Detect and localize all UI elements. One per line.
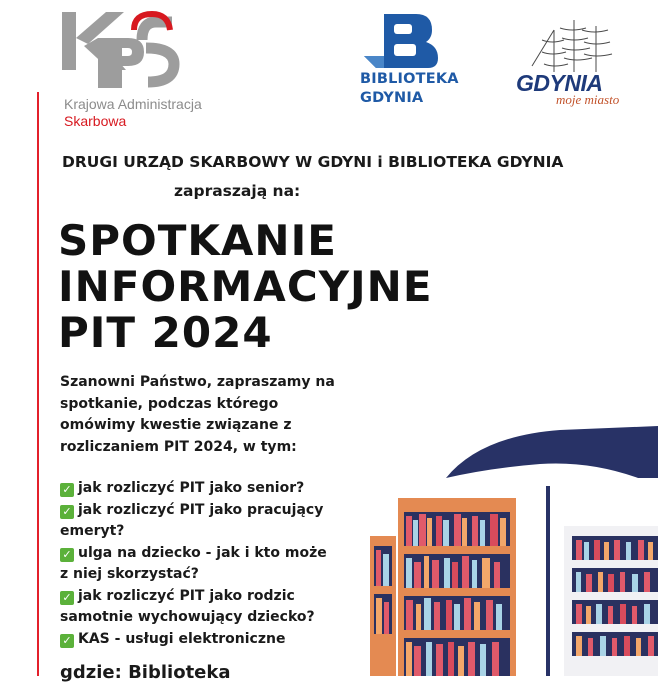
topic-text: jak rozliczyć PIT jako rodzic bbox=[78, 587, 295, 604]
check-icon: ✓ bbox=[60, 591, 74, 605]
gdynia-logo-name: GDYNIA bbox=[516, 70, 603, 96]
umbrella-bookshelf-illustration bbox=[350, 416, 658, 676]
kas-logo-line1: Krajowa Administracja bbox=[64, 96, 202, 112]
topic-item bbox=[60, 478, 360, 500]
topic-item bbox=[60, 629, 360, 651]
topic-text: ulga na dziecko - jak i kto może bbox=[78, 544, 327, 561]
intro-organizers: DRUGI URZĄD SKARBOWY W GDYNI i BIBLIOTEKA GDYNIA bbox=[62, 153, 564, 171]
biblioteka-logo-text bbox=[360, 70, 459, 108]
topic-text-cont: z niej skorzystać? bbox=[60, 566, 199, 582]
kas-logo-line2: Skarbowa bbox=[64, 113, 127, 129]
intro bbox=[62, 148, 563, 206]
check-icon: ✓ bbox=[60, 483, 74, 497]
topic-text-cont: emeryt? bbox=[60, 523, 125, 539]
topic-item bbox=[60, 543, 360, 586]
intro-invite: zapraszają na: bbox=[174, 182, 301, 200]
footer-location: gdzie: Biblioteka bbox=[60, 662, 231, 683]
check-icon: ✓ bbox=[60, 634, 74, 648]
biblioteka-logo-line2: GDYNIA bbox=[360, 90, 424, 106]
bookshelf-middle bbox=[370, 536, 396, 676]
bookshelf-left bbox=[398, 498, 516, 676]
title-line-1: SPOTKANIE bbox=[58, 216, 337, 265]
check-icon: ✓ bbox=[60, 505, 74, 519]
biblioteka-logo-line1: BIBLIOTEKA bbox=[360, 71, 459, 87]
topic-text-cont: samotnie wychowujący dziecko? bbox=[60, 609, 315, 625]
check-icon: ✓ bbox=[60, 548, 74, 562]
red-accent-line bbox=[37, 92, 39, 676]
page-title bbox=[58, 218, 433, 356]
bookshelf-right bbox=[564, 526, 658, 676]
kas-logo-text bbox=[64, 96, 202, 130]
description bbox=[60, 372, 350, 458]
description-line: rozliczaniem PIT 2024, w tym: bbox=[60, 438, 297, 455]
description-line: Szanowni Państwo, zapraszamy na bbox=[60, 374, 335, 390]
topic-text: jak rozliczyć PIT jako senior? bbox=[78, 480, 305, 496]
umbrella-canopy bbox=[446, 426, 658, 486]
topic-text: jak rozliczyć PIT jako pracujący bbox=[78, 501, 324, 518]
gdynia-logo-tagline: moje miasto bbox=[556, 92, 620, 107]
topic-item bbox=[60, 586, 360, 629]
topics-list bbox=[60, 478, 360, 650]
umbrella-pole bbox=[546, 486, 550, 676]
title-line-2: INFORMACYJNE bbox=[58, 262, 433, 311]
description-line: omówimy kwestie związane z bbox=[60, 417, 292, 433]
title-line-3: PIT 2024 bbox=[58, 308, 273, 357]
description-line: spotkanie, podczas którego bbox=[60, 395, 279, 412]
topic-text: KAS - usługi elektroniczne bbox=[78, 630, 286, 647]
topic-item bbox=[60, 500, 360, 543]
